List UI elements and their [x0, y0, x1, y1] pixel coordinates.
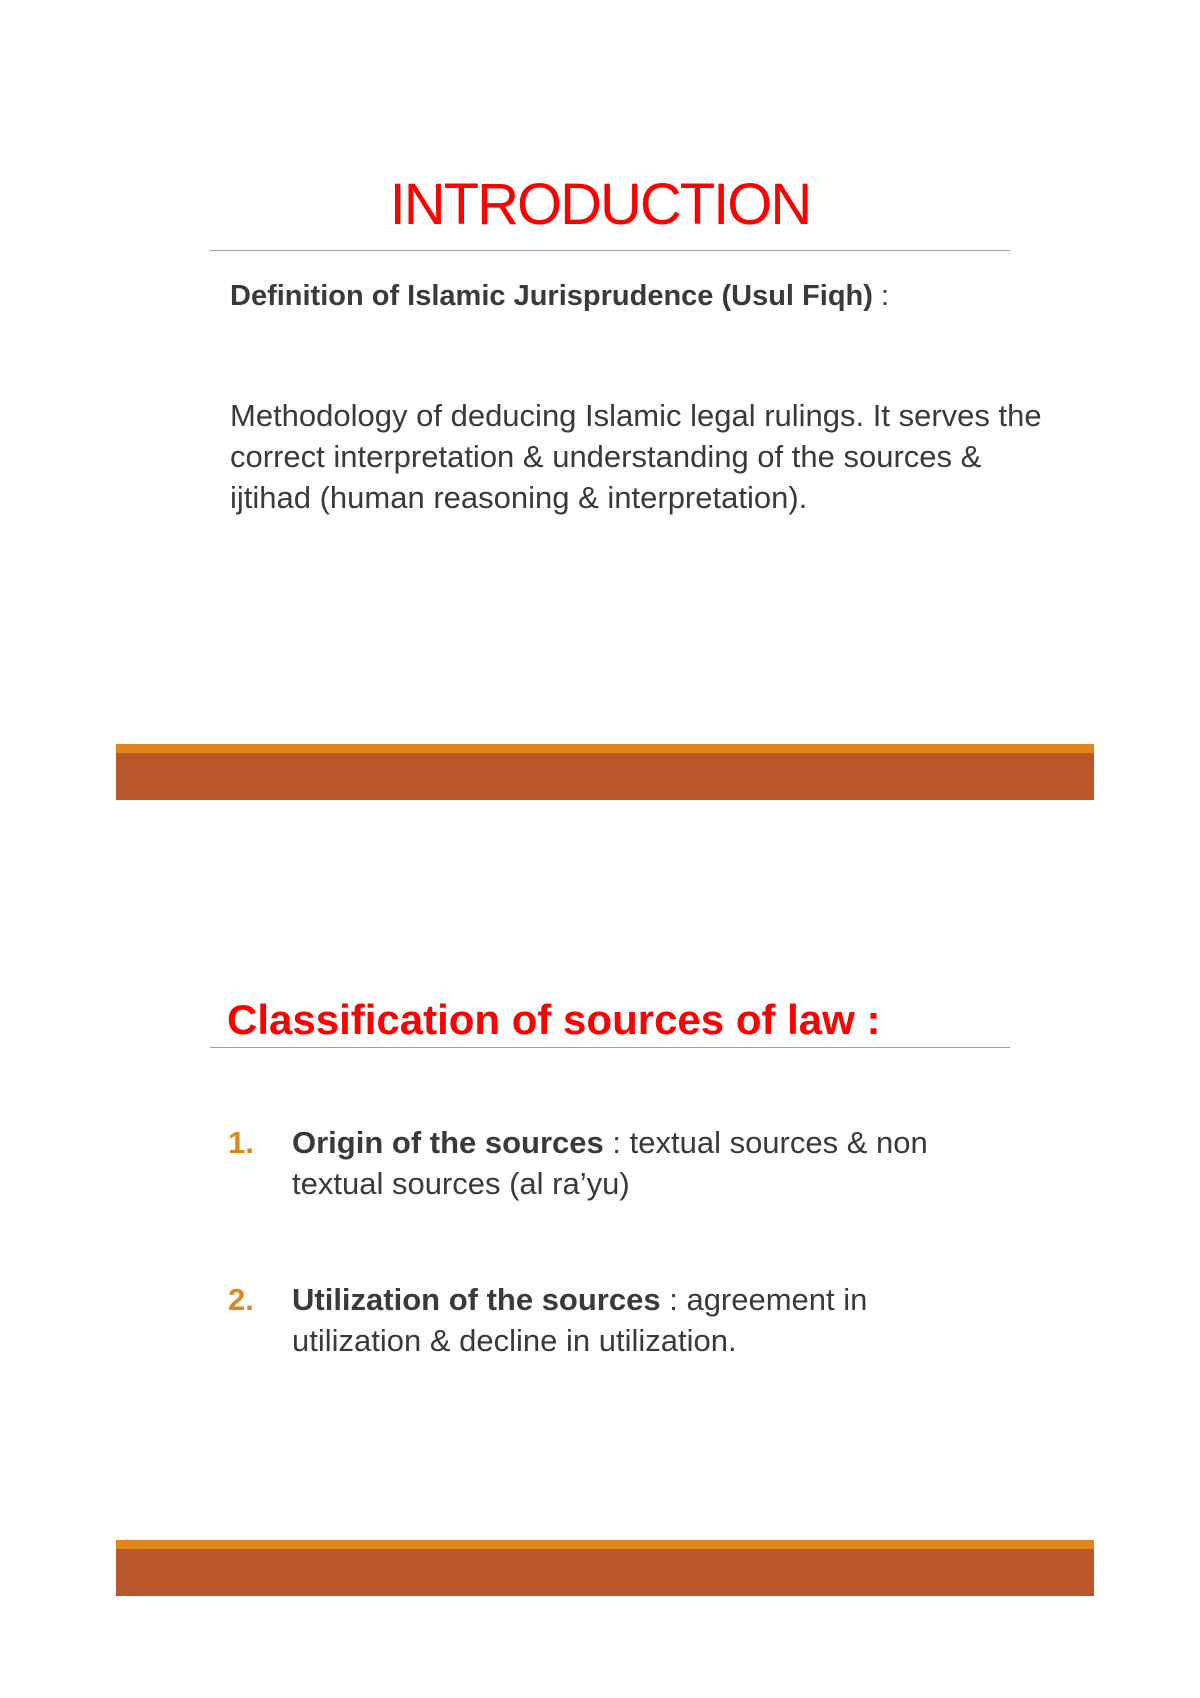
definition-heading-text: Definition of Islamic Jurisprudence (Usul Fiqh): [230, 280, 873, 312]
definition-heading: [230, 280, 889, 313]
classification-list: [228, 1122, 988, 1361]
definition-body: Methodology of deducing Islamic legal rulings. It serves the correct interpretation & understanding of the sources & ijtihad (human reasoning & interpretation).: [230, 398, 1042, 515]
list-item: [228, 1279, 988, 1361]
footer-band-base: [116, 753, 1094, 800]
list-item: [228, 1122, 988, 1204]
footer-band-accent: [116, 744, 1094, 753]
definition-heading-colon: :: [880, 280, 890, 312]
slide-footer-band: [116, 744, 1094, 800]
list-number: 2.: [228, 1282, 254, 1317]
list-item-lead: Origin of the sources: [292, 1125, 604, 1160]
list-item-lead: Utilization of the sources: [292, 1282, 661, 1317]
list-item-text: : agreement in utilization & decline in utilization.: [292, 1282, 868, 1358]
title-divider: [210, 250, 1010, 251]
list-number: 1.: [228, 1125, 254, 1160]
slide-title: INTRODUCTION: [389, 172, 811, 237]
footer-band-accent: [116, 1540, 1094, 1549]
footer-band-base: [116, 1549, 1094, 1596]
classification-title: Classification of sources of law :: [227, 996, 881, 1043]
slide-introduction: [0, 0, 1200, 810]
title-divider: [210, 1047, 1010, 1048]
slide-footer-band: [116, 1540, 1094, 1596]
list-item-text: : textual sources & non textual sources (al ra’yu): [292, 1125, 928, 1201]
